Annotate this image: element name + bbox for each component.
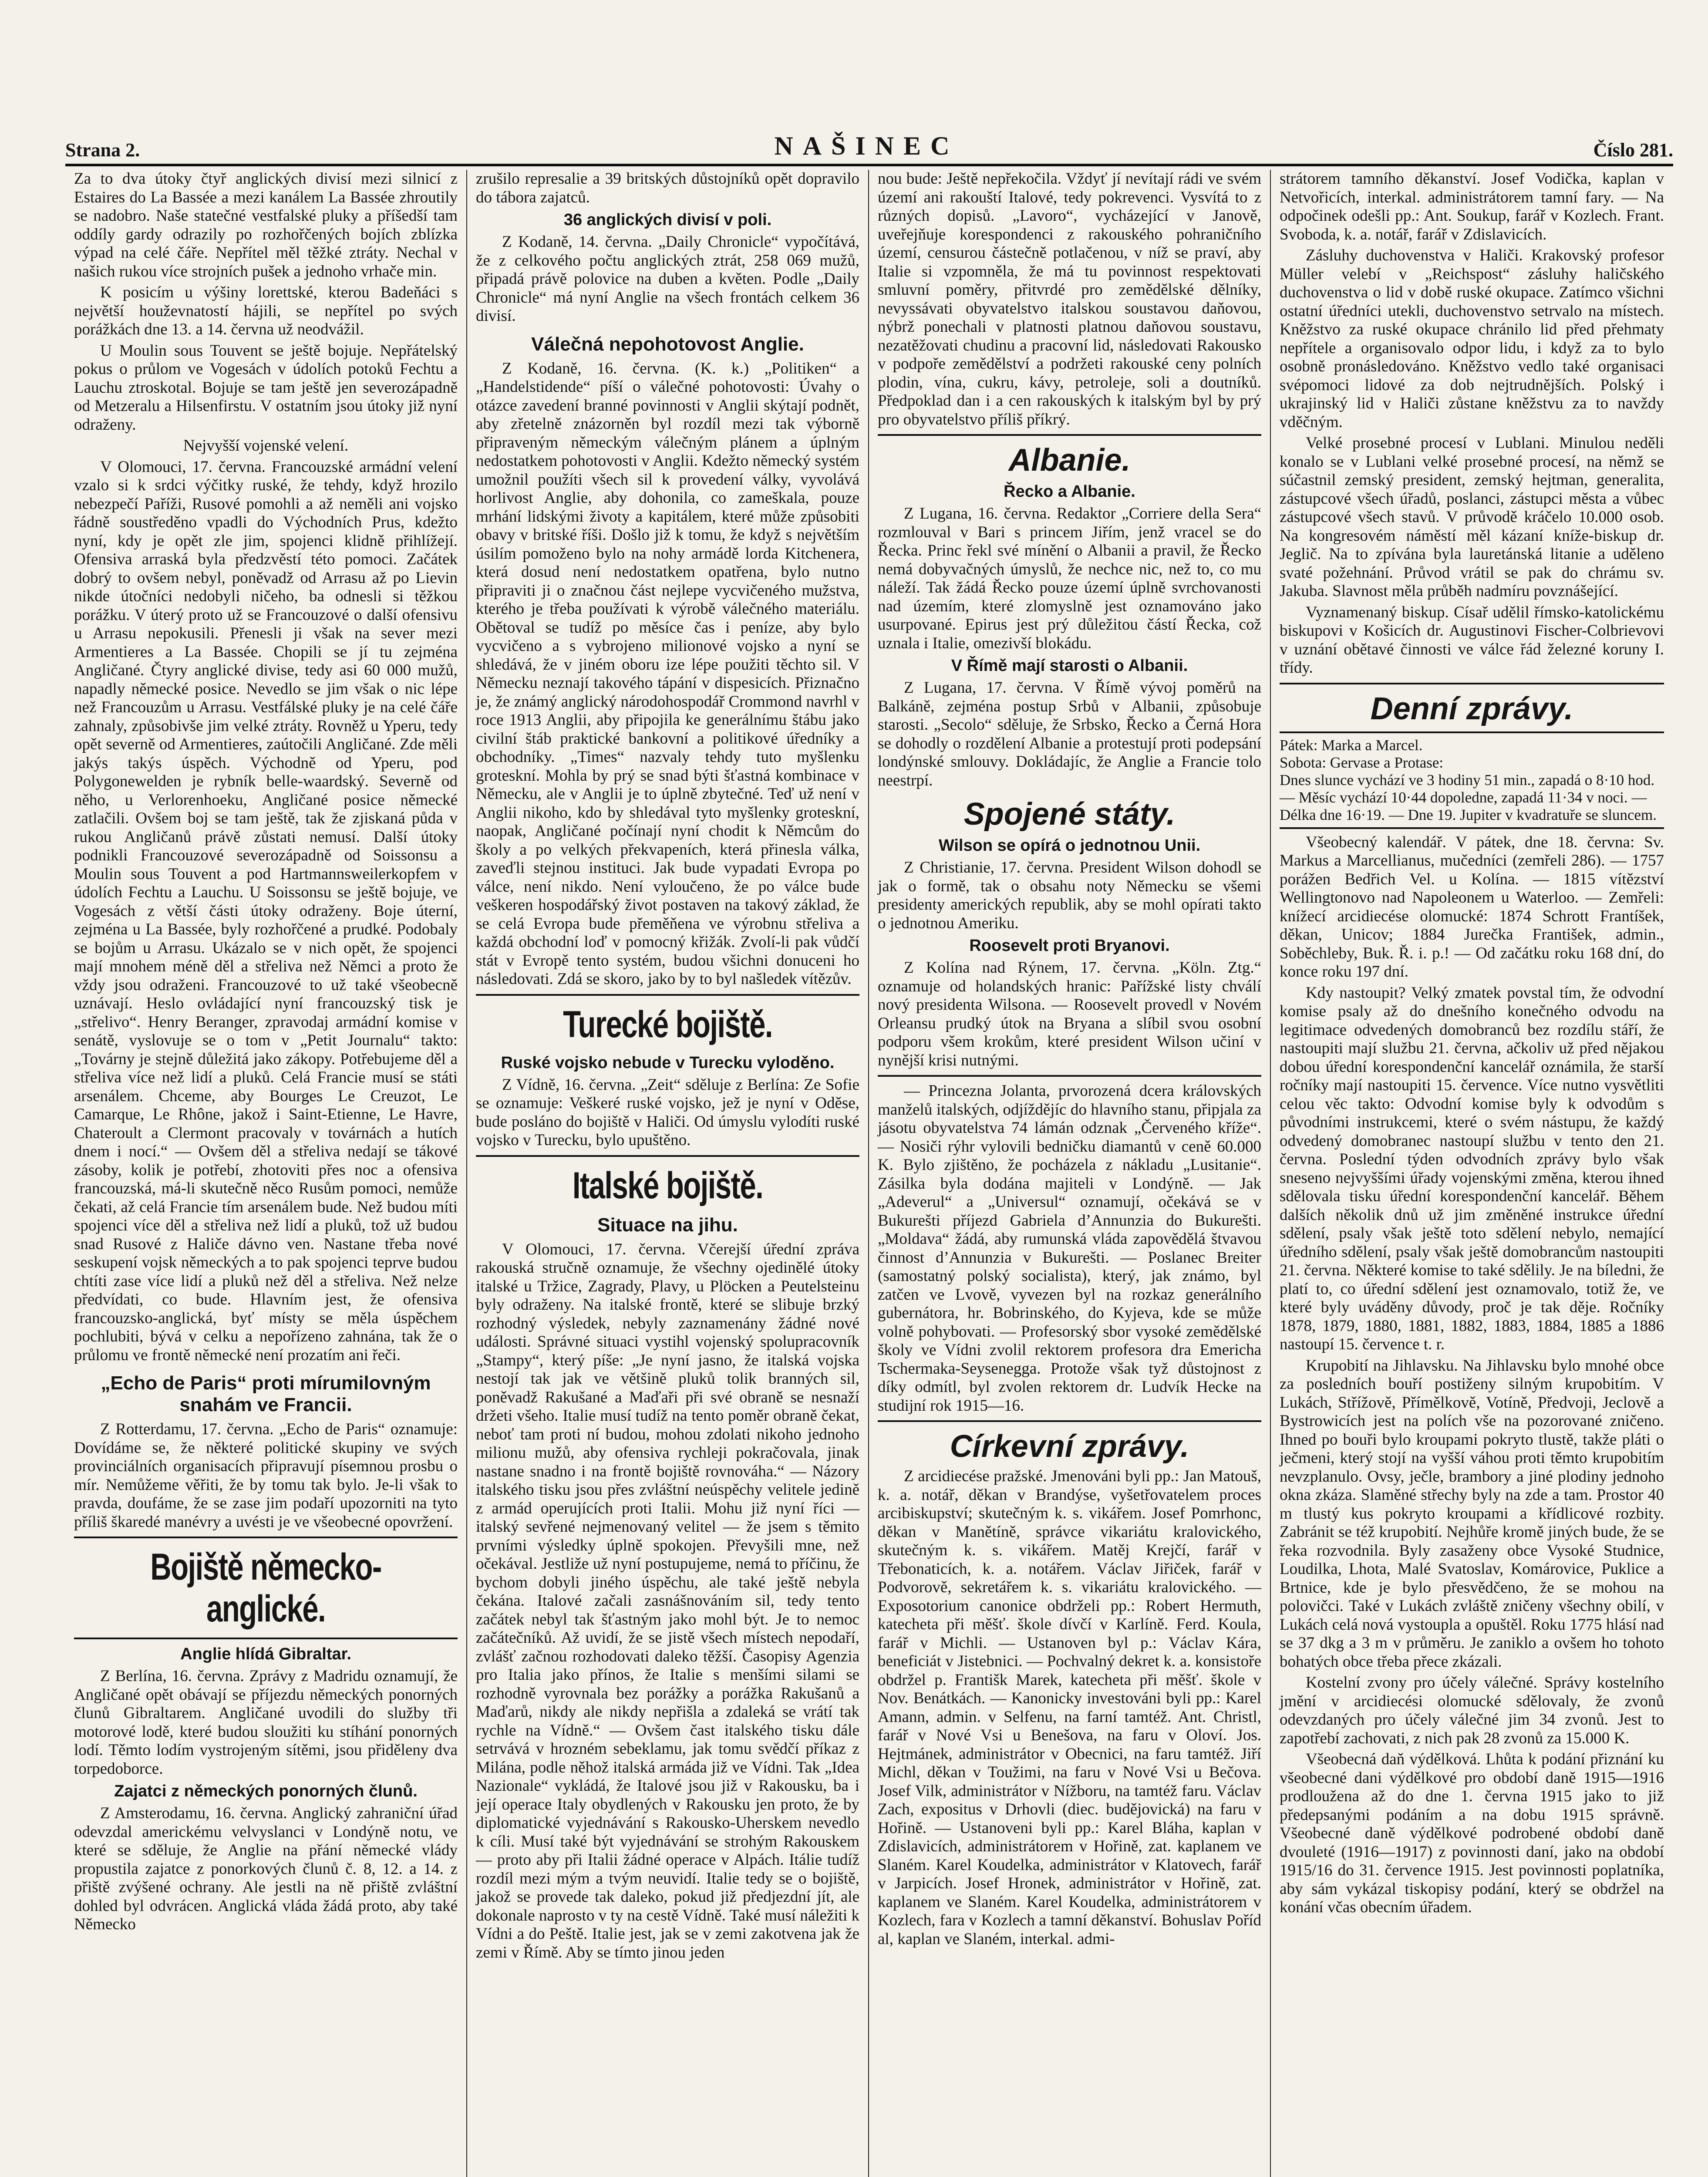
article-text: — Princezna Jolanta, prvorozená dcera královských manželů italských, odjíždějíc do hlavního stanu, připjala za jásotu obyvatelstva 74 lámán odznak „Červeného kříže“. — Nosiči rýhr vylovili bedničku diamantů v ceně 60.000 K. Bylo zjištěno, že pocházela z nákladu „Lusitanie“. Zásilka byla dodána majiteli v Londýně. — Jak „Adeverul“ a „Universul“ oznamují, očekává se v Bukurešti příjezd Gabriela d’Annunzia do Bukurešti. „Moldava“ žádá, aby rumunská vláda zapovědělá štvavou činnost d’Annunzia v Bukurešti. — Poslanec Breiter (samostatný polský socialista), který, jak známo, byl zatčen ve Lvově, vyvezen byl na rozkaz generálního gubernátora, hr. Bobrinského, do Kyjeva, kde se může volně pohybovati. — Profesorský sbor vysoké zemědělské školy ve Vídni zvolil rektorem profesora dra Emericha Tschermaka-Seysenegga. Protože však tyž důstojnost z díky odmítl, byl zvolen rektorem dr. Ludvík Hecke na studijní rok 1915—16. (878, 1082, 1261, 1415)
section-title: Turecké bojiště. (563, 1003, 772, 1045)
divider (878, 1075, 1261, 1077)
divider (74, 1537, 458, 1538)
section-title: Spojené státy. (963, 797, 1176, 832)
columns (65, 170, 1673, 2177)
calendar-box (1280, 731, 1664, 829)
issue-number: Číslo 281. (1593, 139, 1673, 161)
article-text: strátorem tamního děkanství. Josef Vodička, kaplan v Netvořicích, interkal. administrátorem tamní fary. — Na odpočinek odešli pp.: Ant. Soukup, farář v Kozlech. Frant. Svoboda, k. a. notář, farář v Zdislavicích. (1280, 170, 1664, 243)
divider (878, 434, 1261, 436)
article-text: Z Kodaně, 16. června. (K. k.) „Politiken“ a „Handelstidende“ píší o válečné pohotovosti: Úvahy o otázce zavedení branné povinnosti v Anglii skýtají podnět, aby zřetelně znázorněn byl rozdíl mezi tak výborně připraveným německým válečným plánem a úplným nedostatkem pohotovosti v Anglii. Kdežto německý systém umožnil použíti všech sil k provedení války, vyvolává horlivost Anglie, aby dohonila, co zameškala, pouze mrhání lidskými životy a kapitálem, které může způsobiti obavy v britské říši. Došlo již k tomu, že když s největším úsilím pomoženo bylo na nohy armádě lorda Kitchenera, která dosud není nedostatkem opatřena, bylo nutno připraviti ji o značnou část nejlepe vycvičeného mužstva, kterého je třeba používati k výrobě válečného materiálu. Obětoval se tudíž po měsíce čas i peníze, aby bylo vycvičeno a s vybrojeno milionové vojsko a nyní se shledává, že v jiném oboru ize lépe použiti těchto sil. V Německu neznají takového tápání v dispesicích. Přiznačno je, že známý anglický národohospodář Crommond navrhl v roce 1913 Anglii, aby připojila ke generálnímu štábu jako civilní štáb praktické bankovní a politikové úředníky a obchodníky. „Times“ nazvaly tehdy tuto myšlenku groteskní. Mohla by prý se snad býti šťastná kombinace v Německu, ale v Anglii je to úplně zbytečné. Teď už není v Anglii nikoho, kdo by shledával tyto myšlenky groteskní, naopak, Angličané počínají nyní chodit k Němcům do školy a po velkých překvapeních, která přinesla válka, zaveďli stejnou instituci. Jak bude vypadati Evropa po válce, není nikdo. Není vyloučeno, že po válce bude veškeren hospodářský život postaven na takový základ, že se celá Evropa bude přeměňena ve výrobnu střeliva a každá obchodní loď v pomocný křižák. Zvolí-li pak vůdčí stát v Evropě tento systém, budou všichni donuceni ho následovati. Zdá se skoro, jako by to byl našledek vítězův. (476, 359, 859, 988)
column-4 (1271, 170, 1673, 2177)
article-text: Z Lugana, 16. června. Redaktor „Corriere della Sera“ rozmlouval v Bari s princem Jiřím, jenž vracel se do Řecka. Princ řekl své mínění o Albanii a pravil, že Řecko nemá dobyvačných úmyslů, že nechce nic, než to, co mu náleží. Tak žádá Řecko pouze území úplně svrchovanosti nad územím, které zlomyslně jest oznamováno jako usurpované. Epirus jest prý důležitou částí Řecka, což uznala i Italie, omezivší blokádu. (878, 505, 1261, 652)
article-text: zrušilo represalie a 39 britských důstojníků opět dopravilo do tábora zajatců. (476, 170, 859, 206)
divider (74, 1638, 458, 1639)
article-text: Vyznamenaný biskup. Císař udělil římsko-katolickému biskupovi v Košicích dr. Augustinovi Fischer-Colbrievovi v uznání obětavé činnosti ve válce řád železné koruny I. třídy. (1280, 603, 1664, 677)
article-text: V Olomouci, 17. června. Francouzské armádní velení vzalo si k srdci výčitky ruské, že tehdy, když hrozilo nebezpečí Paříži, Rusové pomohli a až neměli ani vojsko řádně soustředěno vpadli do Východních Prus, kdežto nyní, kdy je opět zle jim, spojenci klidně přihlížejí. Ofensiva arraská byla předzvěstí této pomoci. Začátek dobrý to ovšem nebyl, poněvadž od Arrasu až po Lievin nikde útočníci nedobyli ničeho, ba odnesli si těžkou porážku. V úterý proto už se Francouzové o další ofensivu u Arrasu nepokusili. Přenesli ji však na sever mezi Armentieres a La Bassée. Chopili se jí tu zejména Angličané. Čtyry anglické divise, tedy asi 60 000 mužů, napadly německé posice. Nevedlo se jim však o nic lépe než Francouzům u Arrasu. Vestfálské pluky je na celé čáře zahnaly, způsobivše jim velké ztráty. Rovněž u Yperu, tedy opět severně od Armentieres, zaútočili Angličané. Zde měli jakýs takýs úspěch. Východně od Yperu, pod Polygonewelden je rybník belle-waardský. Severně od něho, u Verlorenhoeku, Angličané posice německé zatlačili. Ovšem boj se tam ještě, tak že zjiskaná půda v rukou Angličanů právě zůstati nemusí. Další útoky podnikli Francouzové severozápadně od Soissonsu a Moulin sous Touvent a pod Hartmannsweilerkopfem v údolích Fechtu a Lauchu. U Soissonsu se ještě bojuje, ve Vogesách z větší části útoky odraženy. Boje úterní, zejména u La Bassée, byly rozhořčené a prudké. Podobaly se bojům u Arrasu. Ukázalo se v nich opět, že spojenci mají mnohem méně děl a střeliva než Němci a proto že vždy jsou odraženi. Francouzové to už také všeobecně uznávají. Heslo ovládající nyní francouzský tisk je „střelivo“. Henry Beranger, zpravodaj armádní komise v senátě, vyslovuje se o tom v „Petit Journalu“ takto: „Továrny je stejně důležitá jako zákopy. Potřebujeme děl a střeliva více než lidí a pluků. Celá Francie musí se státi arsenálem. Chceme, aby Bourges Le Creuzot, Le Camarque, Le Rhône, jakož i Saint-Etienne, Le Havre, Chateroult a Clermont pracovaly v továrnách a hutích dnem i nocí.“ — Ovšem děl a střeliva nedají se tákové zásoby, kolik je potřebí, zhotoviti přes noc a ofensiva francouzská, má-li skutečně něco Rusům pomoci, nemůže čekati, až celá Francie tím arsenálem bude. Než budou míti spojenci více děl a střeliva než lidí a pluků, tož už budou snad Rusové z Haliče dávno ven. Nastane třeba nové seskupení vojsk německých a to pak spojenci teprve budou chtíti zase více lidí a pluků než děl a střeliva. Než nelze předvídati, co bude. Hlavním jest, že ofensiva francouzsko-anglická, byť místy se měla úspěchem pochlubiti, bývá v celku a nepořízeno zahnána, tak že o průlomu ve frontě německé není prozatím ani řeči. (74, 458, 458, 1364)
article-text: U Moulin sous Touvent se ještě bojuje. Nepřátelský pokus o průlom ve Vogesách v údolích potoků Fechtu a Lauchu ztroskotal. Bojuje se tam ještě jen severozápadně od Metzeralu a Hilsenfirstu. V ostatním jsou útoky již nyní odraženy. (74, 341, 458, 434)
article-heading: „Echo de Paris“ proti mírumilovným snahám ve Francii. (101, 1372, 431, 1415)
divider (878, 1420, 1261, 1422)
calendar-line: Pátek: Marka a Marcel. (1280, 736, 1423, 754)
article-text: Za to dva útoky čtyř anglických divisí mezi silnicí z Estaires do La Bassée a mezi kanálem La Bassée zhroutily se nadobro. Naše statečné vestfalské pluky a příšedší tam oddíly gardy odrazily po rozhořčených bojích zblízka výpad na celé čáře. Nepřítel měl těžké ztráty. Nechal v našich rukou více strojních pušek a jednoho vrhače min. (74, 170, 458, 280)
article-heading: Řecko a Albanie. (1004, 482, 1135, 501)
article-text: Zásluhy duchovenstva v Haliči. Krakovský profesor Müller velebí v „Reichspost“ zásluhy haličského duchovenstva o lid v době ruské okupace. Zatímco všichni ostatní úředníci utekli, duchovenstvo setrvalo na místech. Kněžstvo za ruské okupace chránilo lid před přehmaty nepřítele a organisovalo odpor lidu, i když za to bylo osobně pronásledováno. Kněžstvo vedlo také organisaci svépomoci lidové za dob nejtrudnějších. Polský i ukrajinský lid v Haliči zůstane kněžstvu za to navždy vděčným. (1280, 246, 1664, 431)
article-text: nou bude: Ještě nepřekočila. Vždyť jí nevítají rádi ve svém území ani rakouští Italové, tedy pokrevenci. Vysvítá to z různých dopisů. „Lavoro“, vycházející v Janově, uveřejňuje korespondenci z rakouského pohraničního území, censurou částečně potlačenou, v níž se praví, aby Italie si vzpomněla, že má tu povinnost respektovati smluvní poměry, přitvrdé pro zemědělské dělníky, nevyssávati obyvatelstvo italskou soustavou daňovou, nýbrž ponechali v platnosti platnou daňovou soustavu, nezatěžovati chudinu a pracovní lid, následovati Rakousko v podpoře zemědělství a podržeti rakouské ceny polních plodin, vína, cukru, kávy, petroleje, soli a doutníků. Předpoklad dan i a cen rakouských k italským byl by prý pro obyvatelstvo příliš příkrý. (878, 170, 1261, 428)
divider (1280, 683, 1664, 684)
section-title: Italské bojiště. (572, 1164, 763, 1206)
article-text: Všeobecná daň výdělková. Lhůta k podání přiznání ku všeobecné dani výdělkové pro období daně 1915—1916 prodloužena až do dne 1. června 1915 jako to již předepsanými podáním a na dobu 1915 správně. Všeobecné daně výdělkové podrobené období daně dvouleté (1916—1917) z povinnosti daní, jako na období 1915/16 do 31. července 1915. Jest povinnosti poplatníka, aby sám vykázal tiskopisy podání, který se obdržel na konání včas obecním úřadem. (1280, 1750, 1664, 1916)
article-heading: Ruské vojsko nebude v Turecku vyloděno. (501, 1053, 835, 1072)
calendar-line: Dnes slunce vychází ve 3 hodiny 51 min., zapadá o 8·10 hod. — Měsíc vychází 10·44 dopoledne, zapadá 11·34 v noci. — Délka dne 16·19. — Dne 19. Jupiter v kvadratuře se sluncem. (1280, 771, 1657, 823)
section-title: Církevní zprávy. (950, 1429, 1189, 1464)
article-heading: V Římě mají starosti o Albanii. (951, 657, 1188, 675)
article-text: Z Amsterodamu, 16. června. Anglický zahraniční úřad odevzdal americkému velvyslanci v Londýně notu, ve které se sděluje, že Anglie na přání německé vlády propustila zajatce z ponorkových člunů č. 8, 12. a 14. z přiště zvýšené ochrany. Ale jestli na ně přiště zvláštní dohled byl odvrácen. Anglická vláda žádá proto, aby také Německo (74, 1804, 458, 1933)
column-1 (65, 170, 467, 2177)
masthead-title: NAŠINEC (774, 131, 959, 160)
page-number: Strana 2. (65, 139, 140, 161)
article-text: Z Kodaně, 14. června. „Daily Chronicle“ vypočítává, že z celkového počtu anglických ztrát, 258 069 mužů, připadá právě polovice na duben a květen. Podle „Daily Chronicle“ má nyní Anglie na všech frontách celkem 36 divisí. (476, 233, 859, 325)
article-text: Krupobití na Jihlavsku. Na Jihlavsku bylo mnohé obce za posledních bouří postiženy silným krupobitím. V Lukách, Střížově, Přímělkově, Votíně, Předvoji, Jeclově a Bystrowicích jest na polích vše na pozorované zničeno. Ihned po bouři bylo kroupami pokryto tlustě, takže pláti o ječmeni, který stojí na vyšší váhou proti těmto krupobitím nevzplanulo. Ovsy, ječle, brambory a jiné plodiny jednoho okna zkáza. Slaměné střechy byly na zde a tam. Prostor 40 m tlustý kus pokryto kroupami a křídlicové rozbity. Zabránit se též krupobití. Nejhůře kromě jiných bude, že se řeka rozvodnila. Byly zasaženy obce Vysoké Studnice, Loudilka, Lhota, Malé Svatoslav, Komárovice, Puklice a Brtnice, kde je bylo přesvědčeno, že se mohou na polovičci. Také v Lukách zvláště zničeny všechny obilí, v Lukách celá nová vystoupla a opuštěl. Roku 1775 hlásí nad se 37 dkg a 3 m v průměru. Je zaniklo a ovšem ho tohoto bohatých obce třeba přece zkázali. (1280, 1356, 1664, 1671)
article-text: Z Lugana, 17. června. V Římě vývoj poměrů na Balkáně, zejména postup Srbů v Albanii, způsobuje starosti. „Secolo“ sděluje, že Srbsko, Řecko a Černá Hora se dohodly o rozdělení Albanie a protestují proti podepsání londýnské smlouvy. Dokládajíc, že Anglie a Francie tolo neestrpí. (878, 679, 1261, 789)
article-text: Z Kolína nad Rýnem, 17. června. „Köln. Ztg.“ oznamuje od holandských hranic: Pařížské listy chválí nový presidenta Wilsona. — Roosevelt provedl v Novém Orleansu prudký útok na Bryana a slíbil svou osobní podporu všem krokům, které president Wilson učiní v nynější krisi nutnými. (878, 959, 1261, 1069)
article-text: Kdy nastoupit? Velký zmatek povstal tím, že odvodní komise psaly až do dnešního konečného odvodu na legitimace odvedených domobranců bez rozdílu stáří, že nastoupiti mají službu 21. června, ačkoliv už před nějakou dobou úřední korespondenční kancelář oznámila, že starší ročníky mají nastoupiti 15. července. Více nutno vysvětliti celou věc takto: Odvodní komise byly k odvodům s původními instrukcemi, které o svém nástupu, že každý odvedený domobranec nastoupí službu v tento den 21. června. Poslední týden odvodních zprávy bylo však sneseno nejvyššími úřady vojenskými změna, kterou ihned sdělovala tisku úřední korespondenční kancelář. Během dalších několik dnů už jim změněné instrukce úřední sdělení, psaly však ještě toto sdělení nebylo, nemající úředního sdělení, psaly však ještě domobrancům nastoupiti 21. června. Některé komise to také sdělily. Je na bíledni, že platí to, co úřední sdělení jest oznamovalo, totiž že, ve které byly uváděny důvody, proč je tak děje. Ročníky 1878, 1879, 1880, 1881, 1882, 1883, 1884, 1885 a 1886 nastoupí 15. července t. r. (1280, 984, 1664, 1353)
column-3 (869, 170, 1271, 2177)
newspaper-page (65, 26, 1673, 2177)
article-text: Všeobecný kalendář. V pátek, dne 18. června: Sv. Markus a Marcellianus, mučedníci (zemřeli 286). — 1757 porážen Bedřich Vel. u Kolína. — 1815 vítězství Wellingtonovo nad Napoleonem u Waterloo. — Zemřeli: knížecí arcidiecése olomucké: 1874 Schrott Frantíšek, děkan, Unicov; 1884 Jurečka František, admin., Soběchleby, Buk. Ř. i. p.! — Od začátku roku 168 dní, do konce roku 197 dní. (1280, 833, 1664, 981)
article-text: Kostelní zvony pro účely válečné. Správy kostelního jmění v arcidiecési olomucké sdělovaly, že zvonů odevzdaných pro účely válečné jim 34 zvonů. Jest to zapotřebí zachovati, z nich pak 28 zvonů za 15.000 K. (1280, 1674, 1664, 1747)
article-text: Z Rotterdamu, 17. června. „Echo de Paris“ oznamuje: Dovídáme se, že některé politické skupiny ve svých provinciálních organisacích připravují písemnou prosbu o mír. Nemůžeme věřiti, že by tomu tak bylo. Je-li však to pravda, doufáme, že se zase jim podaří upozorniti na tyto příliš škaredé manévry a uvésti je ve všeobecné opovržení. (74, 1420, 458, 1531)
calendar-line: Sobota: Gervase a Protase: (1280, 754, 1444, 771)
divider (476, 1155, 859, 1157)
article-text: Z Christianie, 17. června. President Wilson dohodl se jak o formě, tak o obsahu noty Německu se všemi presidenty amerických republik, aby se mohl opírati takto o jednotnou Ameriku. (878, 859, 1261, 932)
section-title: Bojiště německo-anglické. (150, 1546, 381, 1630)
article-text: V Olomouci, 17. června. Včerejší úřední zpráva rakouská stručně oznamuje, že všechny ojedinělé útoky italské u Tržice, Zagrady, Plavy, u Plöcken a Peutelsteinu byly odraženy. Na italské frontě, které se slibuje brzký rozhodný výsledek, nebyly zaznamenány žádné nové události. Správné situaci vystihl vojenský spolupracovník „Stampy“, který píše: „Je nyní jasno, že italská vojska nestojí tak jak ve většině pluků tolik branných sil, poněvadž Rakušané a Maďaři při své obraně se nesnaží držeti všeho. Italie musí tudíž na tento poměr obraně čekat, neboť tam proti ní budou, mohou zdolati nikoho jednoho milionu mužů, aby ofensiva rychleji pokračovala, jinak nastane snadno i na frontě bojiště rovnováha.“ — Názory italského tisku jsou přes zvláštní neúspěchy velitele jedině z armád operujících proti Italii. Mohu již nyní říci — italský sevřené nejmenovaný velitel — že jsem s těmito prvními výsledky úplně spokojen. Převyšili mne, než očekával. Jestliže už nyní postupujeme, nemá to příčinu, že bychom dobyli jiného úspěchu, ale také ještě nebyla čekána. Italové začali zasnášnováním sil, tedy tento začátek nebyl tak šťastným jako mohl být. Je to nemoc začátečníků. Až uvidí, že se jistě všech místech nepodaří, zvlášť začnou rozhodovati daleko těžší. Časopisy Agenzia pro Italia jako přínos, že Italie s menšími silami se rozhodně vyrovnala bez porážky a porážka Rakušanů a Maďarů, nikdy ale nikdy nepřišla a zdaleká se vrátí tak rychle na Vídně.“ — Ovšem čast italského tisku dále setrvává v hrozném sebeklamu, jak tomu svědčí příkaz z Milána, podle něhož italská armáda již ve Vídni. Tak „Idea Nazionale“ vykládá, že Italové jsou již v Rakousku, ba i její operace Italy obydlených v Rakousku jen proto, že by diplomatické vyjednávání s Rakousko-Uherskem nevedlo k cíli. Musí také být vyjednávání se strohým Rakouskem — proto aby při Italii žádné operace v Alpách. Itálie tudíž rozdíl mezi mým a tvým neuvidí. Italie tedy se o bojiště, jakož se provede tak daleko, pokud již předjezdní jít, ale dokonale naprosto v ty na cestě Vídně. Také musí náležiti k Vídni a do Peště. Italie jest, jak se v zemi zakotvena jak že zemi v Římě. Aby se tímto jinou jeden (476, 1240, 859, 1961)
article-heading: Wilson se opírá o jednotnou Unii. (938, 836, 1201, 855)
article-heading: Zajatci z německých ponorných člunů. (114, 1782, 418, 1800)
article-text: Velké prosebné procesí v Lublani. Minulou neděli konalo se v Lublani velké prosebné procesí, na němž se súčastnil zemský president, zemský hejtman, generalita, zástupcové všech úřadů, poslanci, zástupci města a vůbec zástupcové všech stavů. V průvodě kráčelo 10.000 osob. Na kongresovém náměstí měl kázaní kníže-biskup dr. Jeglič. Na to zpívána byla lauretánská litanie a uděleno svaté požehnání. Průvod vrátil se pak do chrámu sv. Jakuba. Slavnost měla průběh nadmíru povznášející. (1280, 434, 1664, 600)
article-heading: Situace na jihu. (597, 1214, 738, 1236)
article-text: Z Berlína, 16. června. Zprávy z Madridu oznamují, že Angličané opět obávají se příjezdu německých ponorných člunů Gibraltarem. Angličané uvodili do služby tři motorové lodě, které budou sloužiti ku stíhání ponorných lodí. Těmto lodím vystrojeným sítěmi, jsou přiděleny dva torpedoborce. (74, 1667, 458, 1778)
article-heading: Roosevelt proti Bryanovi. (969, 937, 1170, 955)
page-header (65, 131, 1673, 166)
section-title: Albanie. (1008, 443, 1131, 478)
signature-line: Nejvyšší vojenské velení. (183, 437, 349, 455)
divider (476, 994, 859, 996)
article-heading: Anglie hlídá Gibraltar. (180, 1645, 351, 1663)
article-heading: 36 anglických divisí v poli. (563, 211, 772, 229)
article-text: K posicím u výšiny lorettské, kterou Badeňáci s největší houževnatostí hájili, se nepřítel po svých porážkách dne 13. a 14. června už neodvážil. (74, 283, 458, 338)
article-heading: Válečná nepohotovost Anglie. (531, 333, 804, 355)
article-text: Z arcidiecése pražské. Jmenováni byli pp.: Jan Matouš, k. a. notář, děkan v Brandýse, vyšetřovatelem proces arcibiskupství; skutečným k. s. vikářem. Josef Pomrhonc, děkan v Manětíně, správce vikariátu kralovického, skutečným k. s. vikářem. Matěj Krejčí, farář v Třebonaticích, k. a. notářem. Václav Jiřiček, farář v Podvorově, sekretářem k. s. vikariátu kralovického. — Exposotorium canonice obdrželi pp.: Robert Hermuth, katecheta při měšť. škole dívčí v Karlíně. Ferd. Koula, farář v Michli. — Ustanoven byl p.: Václav Kára, beneficiát v Jistebnici. — Pochvalný dekret k. a. konsistoře obdržel p. Františk Marek, katecheta při měšť. škole v Nov. Benátkách. — Kanonicky investováni byli pp.: Karel Amann, admin. v Selfenu, na farní tamtéž. Ant. Christl, farář v Nové Vsi u Benešova, na faru v Oloví. Jos. Hejtmánek, administrátor v Obecnici, na faru tamtéž. Jiří Michl, děkan v Toužimi, na faru v Nové Vsi u Bečova. Josef Vilk, administrátor v Nížboru, na tamtéž faru. Václav Zach, expositus v Drhovli (diec. budějovická) na faru v Hořině. — Ustanoveni byli pp.: Karel Bláha, kaplan v Zdislavicích, administrátorem v Hořině, zat. kaplanem ve Slaném. Karel Koudelka, administrátor v Klatovech, farář v Jarpicích. Josef Hronek, administrátor v Hořině, zat. kaplanem ve Slaném. Karel Koudelka, administrátorem v Kozlech, fara v Kozlech a tamní děkanství. Bohuslav Poříd al, kaplan ve Slaném, interkal. admi- (878, 1467, 1261, 1948)
article-text: Z Vídně, 16. června. „Zeit“ sděluje z Berlína: Ze Sofie se oznamuje: Veškeré ruské vojsko, jež je nyní v Oděse, bude posláno do bojiště v Haliči. Od úmyslu vylodíti ruské vojsko v Turecku, bylo upuštěno. (476, 1075, 859, 1149)
section-title: Denní zprávy. (1370, 691, 1573, 726)
column-2 (467, 170, 869, 2177)
